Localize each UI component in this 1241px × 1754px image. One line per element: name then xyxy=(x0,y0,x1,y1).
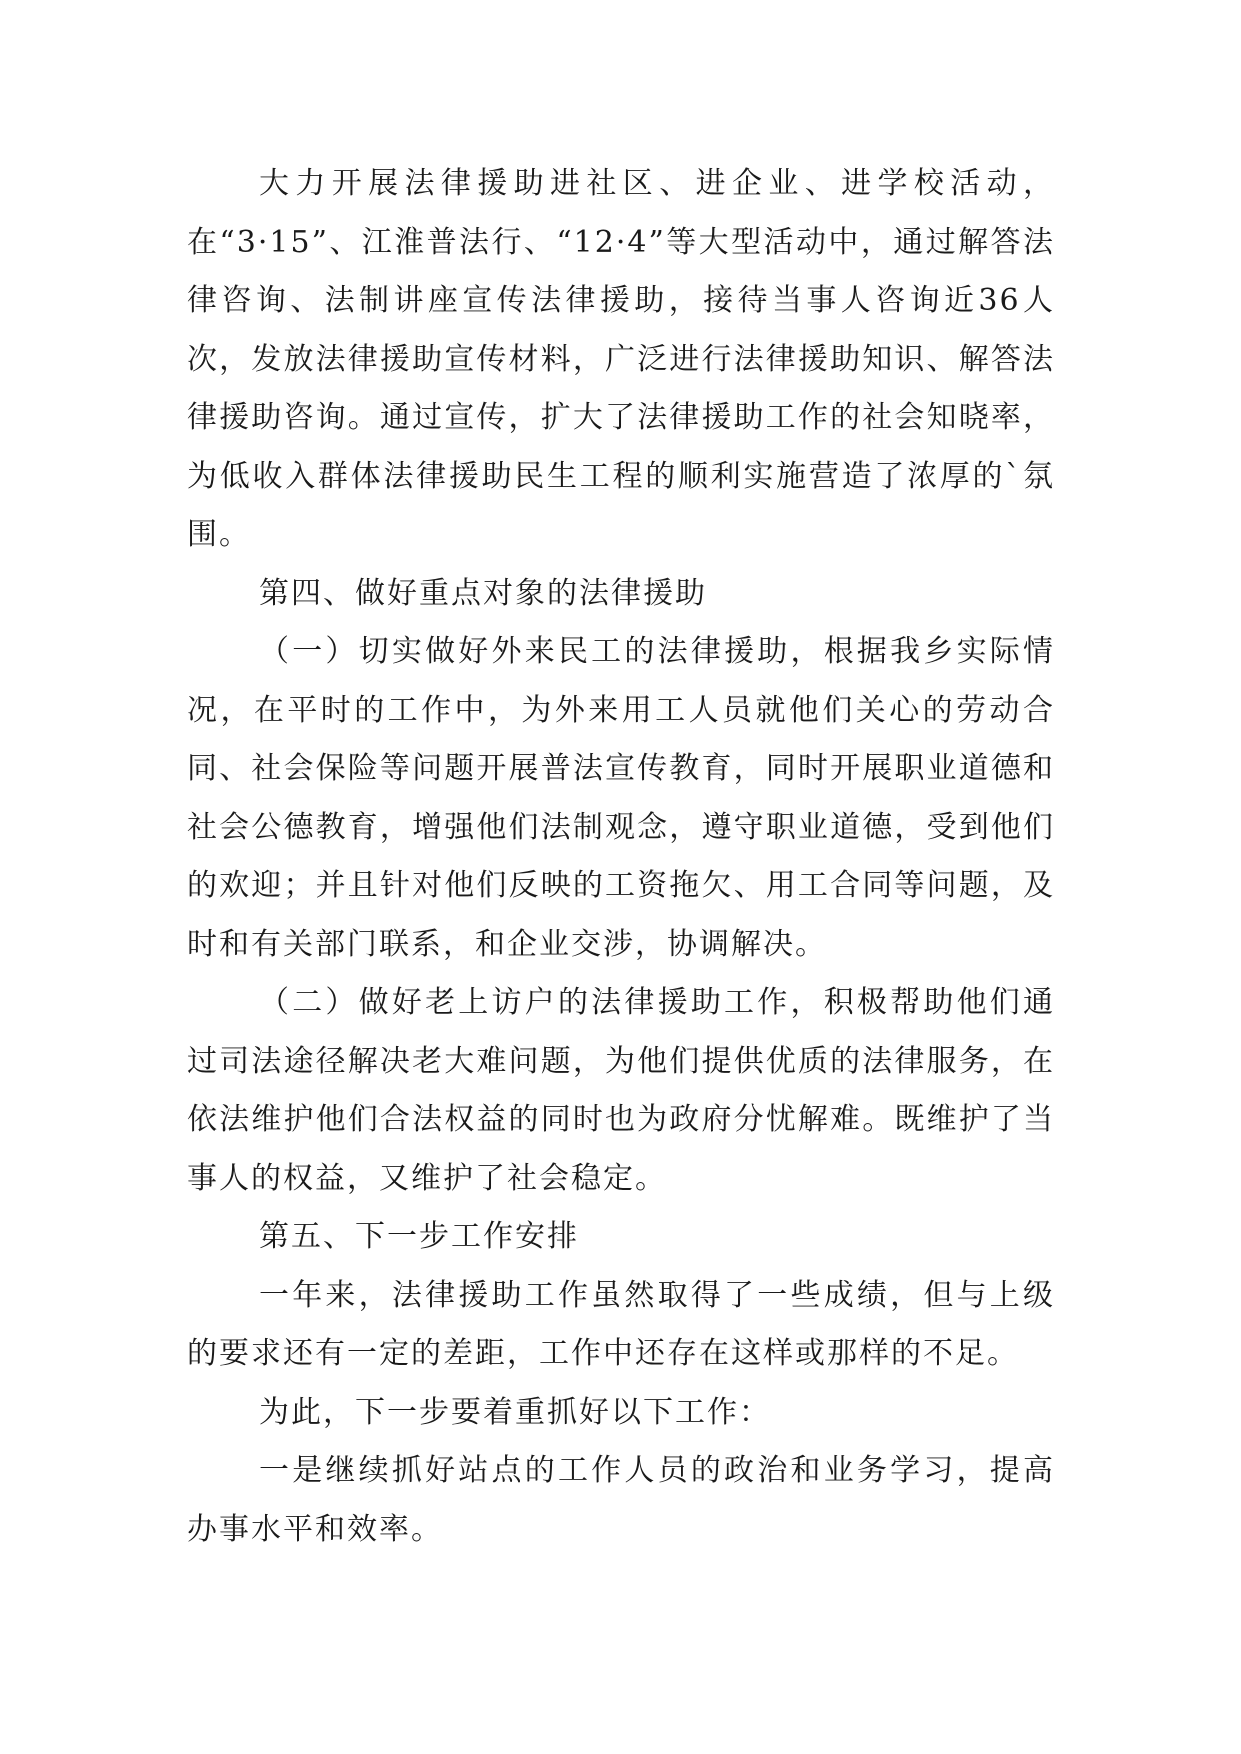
paragraph-next-step-one: 一是继续抓好站点的工作人员的政治和业务学习，提高办事水平和效率。 xyxy=(187,1453,1055,1547)
section-heading-four: 第四、做好重点对象的法律援助 xyxy=(259,575,707,611)
paragraph-year-review: 一年来，法律援助工作虽然取得了一些成绩，但与上级的要求还有一定的差距，工作中还存在这样或那样的不足。 xyxy=(187,1277,1055,1371)
document-body xyxy=(187,155,1055,1559)
paragraph-outreach-activities: 大力开展法律援助进社区、进企业、进学校活动，在“3·15”、江淮普法行、“12·4”等大型活动中，通过解答法律咨询、法制讲座宣传法律援助，接待当事人咨询近36人次，发放法律援助宣传材料，广泛进行法律援助知识、解答法律援助咨询。通过宣传，扩大了法律援助工作的社会知晓率，为低收入群体法律援助民生工程的顺利实施营造了浓厚的`氛围。 xyxy=(187,166,1055,552)
paragraph-petitioners: （二）做好老上访户的法律援助工作，积极帮助他们通过司法途径解决老大难问题，为他们提供优质的法律服务，在依法维护他们合法权益的同时也为政府分忧解难。既维护了当事人的权益，又维护了社会稳定。 xyxy=(187,985,1055,1196)
paragraph-next-steps-intro: 为此，下一步要着重抓好以下工作： xyxy=(259,1394,771,1430)
paragraph-migrant-workers: （一）切实做好外来民工的法律援助，根据我乡实际情况，在平时的工作中，为外来用工人员就他们关心的劳动合同、社会保险等问题开展普法宣传教育，同时开展职业道德和社会公德教育，增强他们法制观念，遵守职业道德，受到他们的欢迎；并且针对他们反映的工资拖欠、用工合同等问题，及时和有关部门联系，和企业交涉，协调解决。 xyxy=(187,634,1055,962)
section-heading-five: 第五、下一步工作安排 xyxy=(259,1219,579,1254)
